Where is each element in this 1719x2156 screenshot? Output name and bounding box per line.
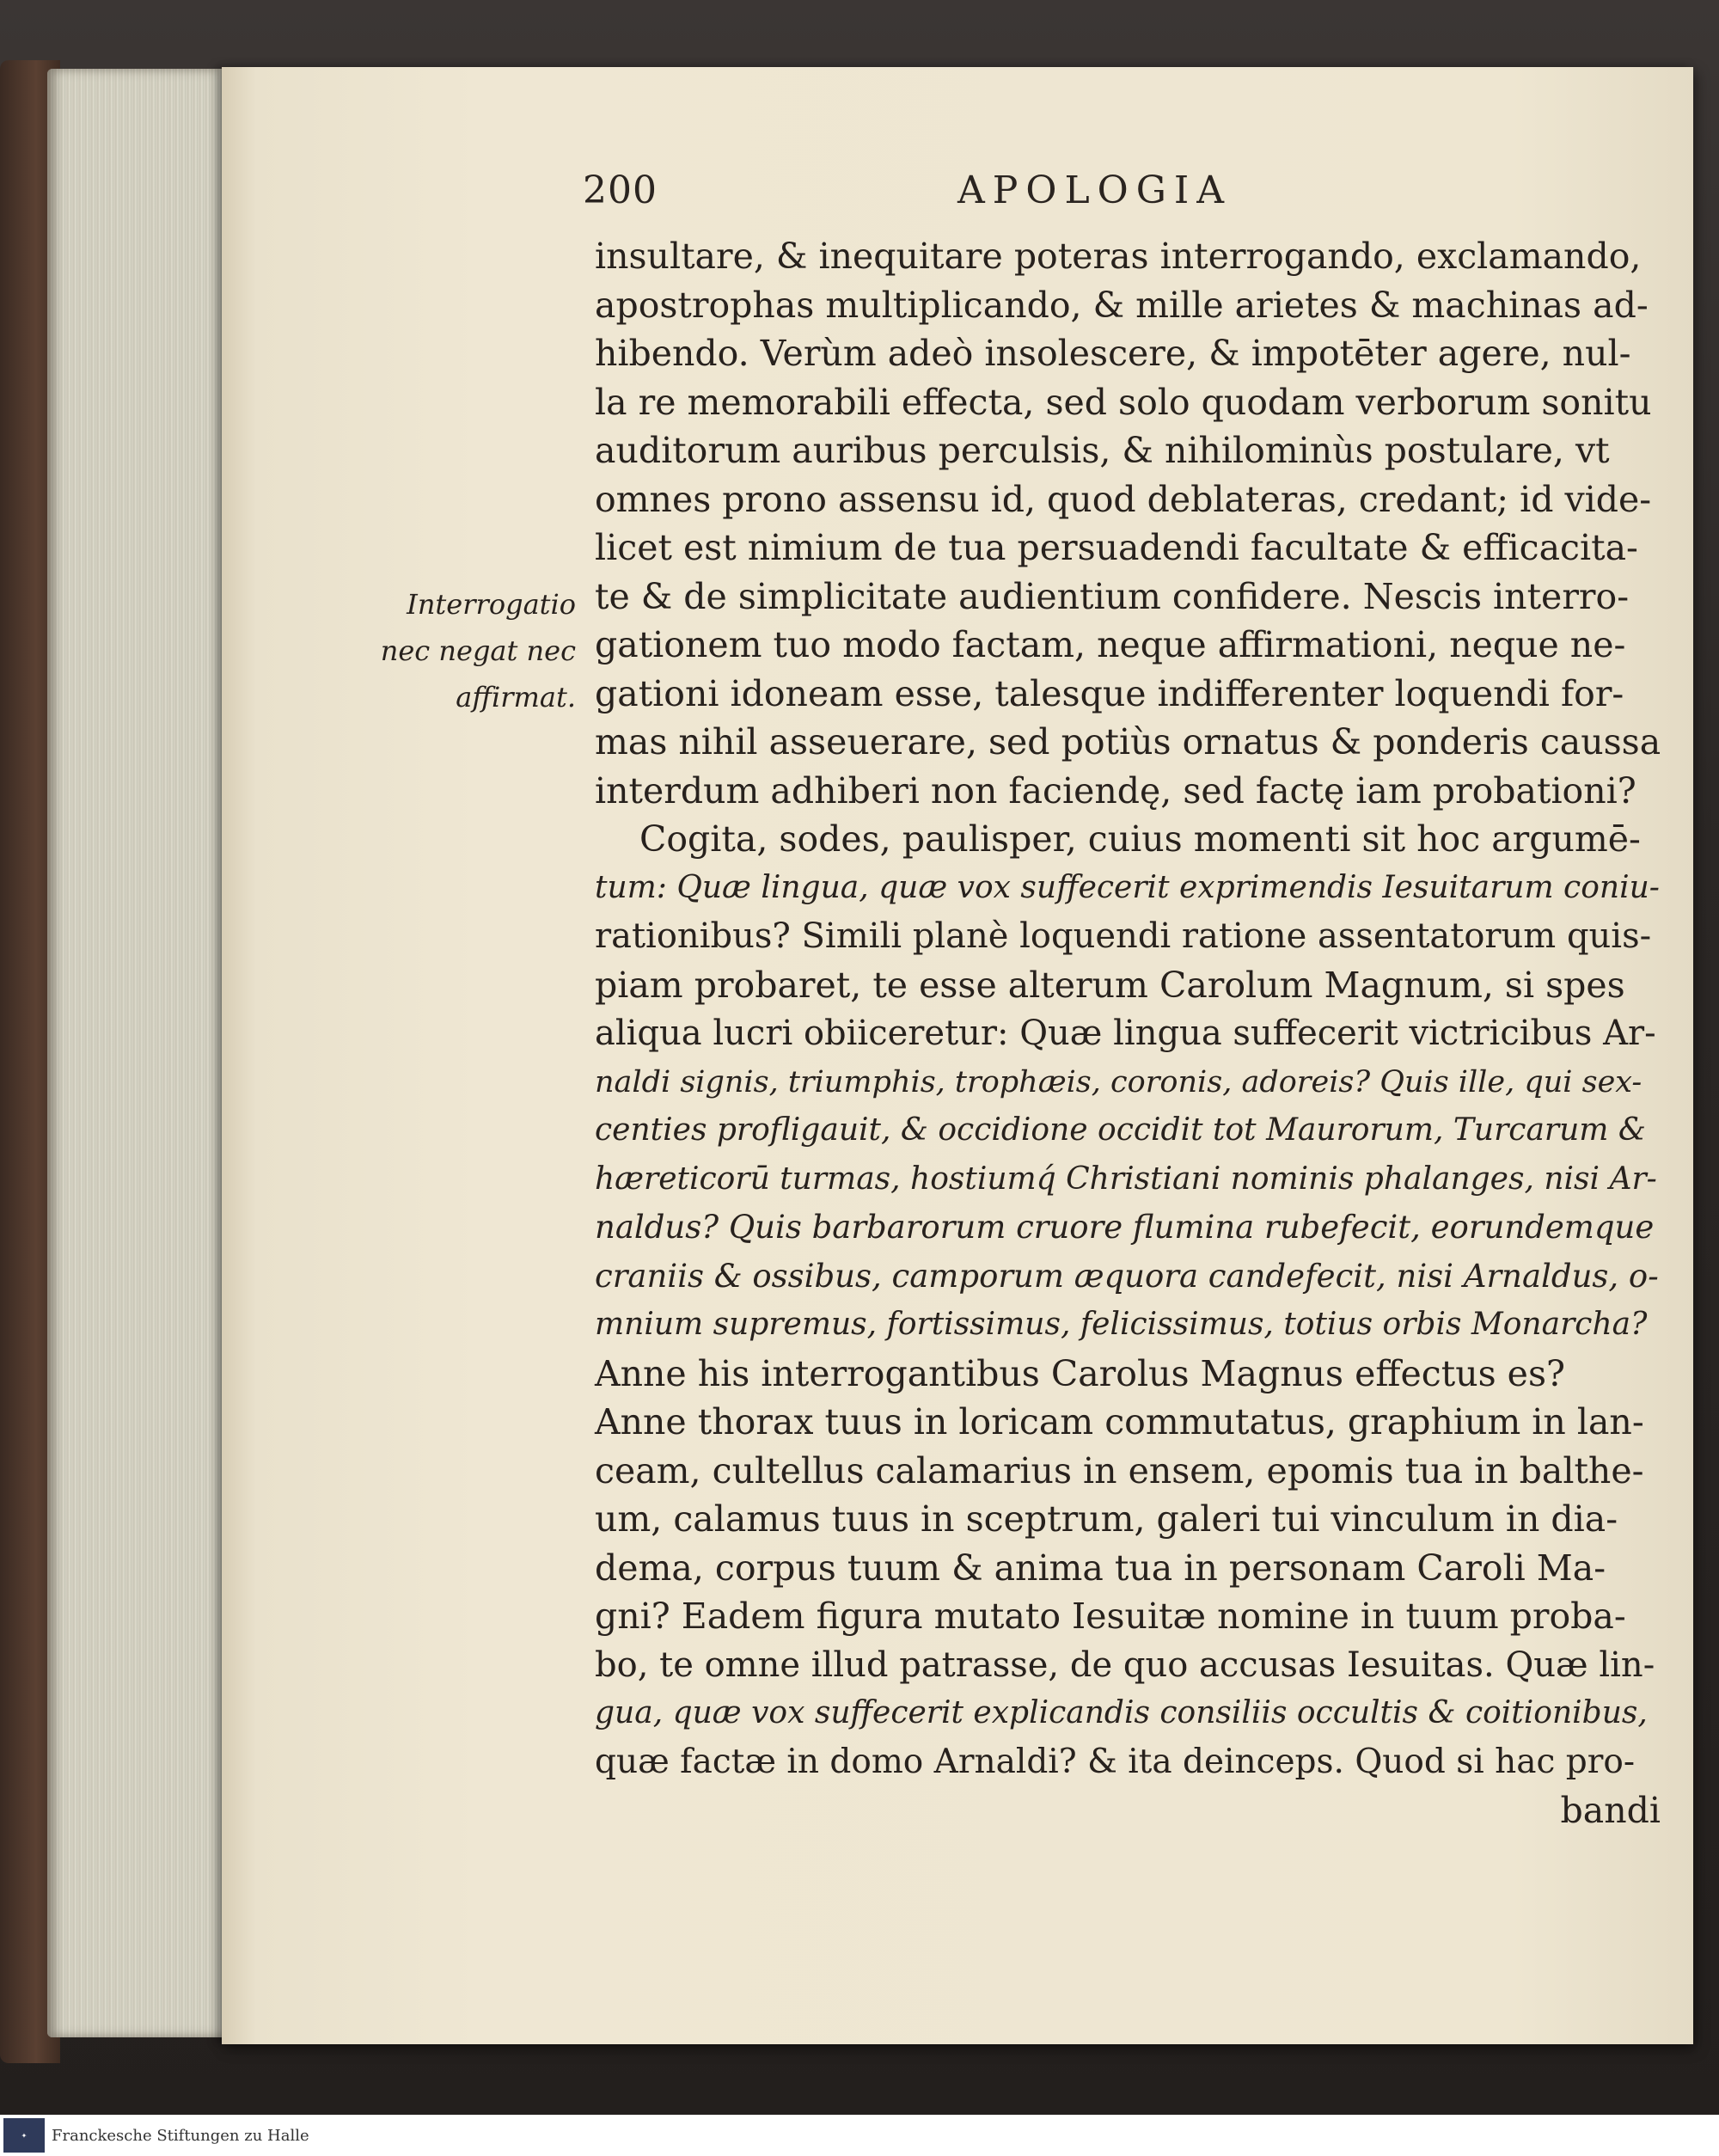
text-line: Anne his interrogantibus Carolus Magnus effectus es?: [595, 1352, 1565, 1394]
text-line: Cogita, sodes, paulisper, cuius momenti sit hoc argumē-: [639, 818, 1641, 860]
text-line: hæreticorū turmas, hostiumq́ Christiani nominis phalanges, nisi Ar-: [595, 1161, 1657, 1197]
text-line: bo, te omne illud patrasse, de quo accusas Iesuitas. Quæ lin-: [595, 1645, 1655, 1685]
marginal-note-line: nec negat nec: [380, 634, 576, 667]
catchword: bandi: [1560, 1790, 1661, 1831]
text-line: aliqua lucri obiiceretur: Quæ lingua suffecerit victricibus Ar-: [595, 1014, 1656, 1053]
marginal-note-line: affirmat.: [456, 681, 576, 714]
text-line: ceam, cultellus calamarius in ensem, epomis tua in balthe-: [595, 1449, 1644, 1491]
footer-bar: [0, 2115, 1719, 2156]
text-line: gni? Eadem figura mutato Iesuitæ nomine in tuum proba-: [595, 1596, 1626, 1637]
text-line: piam probaret, te esse alterum Carolum Magnum, si spes: [595, 964, 1625, 1006]
text-line: hibendo. Verùm adeò insolescere, & impotēter agere, nul-: [595, 333, 1631, 374]
text-line: auditorum auribus perculsis, & nihilominùs postulare, vt: [595, 430, 1610, 471]
text-line: mas nihil asseuerare, sed potiùs ornatus & ponderis caussa: [595, 721, 1661, 763]
text-line: gationi idoneam esse, talesque indifferenter loquendi for-: [595, 672, 1624, 714]
page-number: 200: [583, 168, 658, 212]
text-line: omnes prono assensu id, quod deblateras, credant; id vide-: [595, 478, 1652, 520]
text-line: tum: Quæ lingua, quæ vox suffecerit exprimendis Iesuitarum coniu-: [595, 869, 1660, 905]
marginal-note-line: Interrogatio: [407, 588, 576, 621]
text-line: dema, corpus tuum & anima tua in personam Caroli Ma-: [595, 1547, 1606, 1589]
footer-credit: Franckesche Stiftungen zu Halle: [52, 2127, 309, 2145]
text-line: apostrophas multiplicando, & mille arietes & machinas ad-: [595, 284, 1649, 326]
text-line: insultare, & inequitare poteras interrogando, exclamando,: [595, 236, 1642, 277]
institution-logo-icon: ✦: [3, 2118, 45, 2153]
text-line: quæ factæ in domo Arnaldi? & ita deinceps. Quod si hac pro-: [595, 1742, 1636, 1781]
text-line: gua, quæ vox suffecerit explicandis consiliis occultis & coitionibus,: [595, 1695, 1648, 1730]
text-line: mnium supremus, fortissimus, felicissimus, totius orbis Monarcha?: [595, 1307, 1648, 1342]
text-line: naldus? Quis barbarorum cruore flumina rubefecit, eorundemque: [595, 1209, 1655, 1246]
text-line: centies profligauit, & occidione occidit tot Maurorum, Turcarum &: [595, 1112, 1646, 1148]
running-title: APOLOGIA: [957, 168, 1233, 212]
text-line: interdum adhiberi non faciendę, sed factę iam probationi?: [595, 769, 1636, 812]
running-header: [583, 168, 1666, 217]
text-line: rationibus? Simili planè loquendi ratione assentatorum quis-: [595, 916, 1652, 956]
text-line: Anne thorax tuus in loricam commutatus, graphium in lan-: [595, 1401, 1644, 1442]
text-line: gationem tuo modo factam, neque affirmationi, neque ne-: [595, 624, 1626, 665]
text-line: te & de simplicitate audientium confidere. Nescis interro-: [595, 575, 1630, 617]
text-line: la re memorabili effecta, sed solo quodam verborum sonitu: [595, 381, 1652, 423]
text-line: licet est nimium de tua persuadendi facultate & efficacita-: [595, 527, 1638, 568]
text-line: um, calamus tuus in sceptrum, galeri tui vinculum in dia-: [595, 1498, 1618, 1540]
marginal-note: [361, 581, 576, 720]
text-line: naldi signis, triumphis, trophæis, coronis, adoreis? Quis ille, qui sex-: [595, 1064, 1643, 1099]
text-line: craniis & ossibus, camporum æquora candefecit, nisi Arnaldus, o-: [595, 1257, 1659, 1295]
body-text: [595, 232, 1661, 1835]
page-stack-edges: [47, 69, 223, 2037]
